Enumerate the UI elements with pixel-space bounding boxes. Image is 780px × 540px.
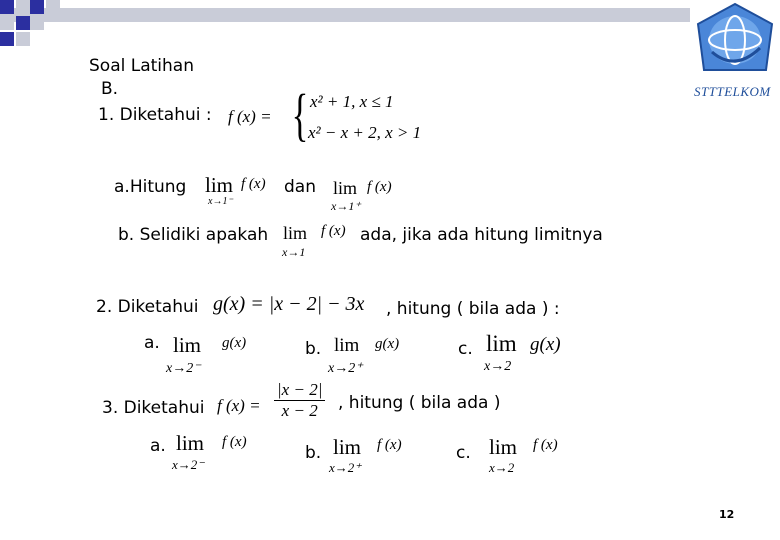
q2a-sub: x→2⁻ [166, 361, 201, 376]
page-number: 12 [719, 508, 735, 521]
q1-case2: x² − x + 2, x > 1 [308, 123, 422, 142]
q3c-sub: x→2 [489, 460, 515, 475]
q3c-lim: lim [489, 435, 518, 459]
q1b-lim-sub: x→1 [282, 245, 306, 259]
q1b-label: b. Selidiki apakah [118, 225, 269, 245]
q2b-sub: x→2⁺ [328, 361, 363, 376]
q2-tail: , hitung ( bila ada ) : [386, 299, 560, 319]
decor-square [30, 16, 44, 30]
decor-square [0, 0, 14, 14]
q3-numerator: |x − 2| [274, 380, 325, 401]
logo-text: STTTELKOM [694, 84, 771, 99]
q1a-label: a.Hitung [114, 177, 187, 197]
q3b-label: b. [305, 443, 322, 463]
q2c-sub: x→2 [484, 359, 512, 374]
q2b-fx: g(x) [375, 336, 400, 352]
q3b-lim: lim [333, 435, 362, 459]
q1-f: f (x) = [228, 107, 272, 126]
q1-label: 1. Diketahui : [98, 105, 212, 125]
q3a-sub: x→2⁻ [172, 457, 205, 472]
q3b-fx: f (x) [377, 437, 402, 453]
q2c-label: c. [458, 339, 473, 359]
decor-square [16, 0, 30, 14]
decor-square [0, 16, 14, 30]
q1a-lim1-fx: f (x) [241, 176, 266, 192]
q1a-lim2-fx: f (x) [367, 179, 392, 195]
logo [690, 0, 780, 106]
decor-square [0, 32, 14, 46]
decor-square [46, 0, 60, 14]
q1-brace: { [291, 82, 309, 147]
q1a-lim2: lim [333, 178, 358, 198]
q1b-lim: lim [283, 223, 308, 243]
q1a-lim1-sub: x→1⁻ [208, 196, 233, 207]
q2a-label: a. [144, 333, 160, 353]
q2-g: g(x) = |x − 2| − 3x [213, 293, 365, 315]
q2b-lim: lim [334, 335, 360, 356]
q2c-fx: g(x) [530, 334, 561, 355]
q3b-sub: x→2⁺ [329, 460, 362, 475]
q2c-lim: lim [486, 331, 517, 356]
q1-case1: x² + 1, x ≤ 1 [310, 92, 394, 111]
q3a-label: a. [150, 436, 166, 456]
top-decor-bar [0, 8, 690, 22]
q3-denominator: x − 2 [281, 401, 318, 420]
globe-logo-icon [690, 0, 780, 86]
q2a-lim: lim [173, 333, 202, 357]
decor-square [30, 0, 44, 14]
q1a-lim2-sub: x→1⁺ [331, 199, 361, 213]
q1a-and: dan [284, 177, 316, 197]
q1b-tail: ada, jika ada hitung limitnya [360, 225, 603, 245]
heading-title: Soal Latihan [89, 56, 194, 76]
q3-tail: , hitung ( bila ada ) [338, 393, 501, 413]
heading-section: B. [101, 79, 119, 99]
q3a-lim: lim [176, 431, 205, 455]
decor-square [16, 16, 30, 30]
q2-label: 2. Diketahui [96, 297, 199, 317]
q3a-fx: f (x) [222, 434, 247, 450]
q1a-lim1: lim [205, 173, 234, 197]
q3-f: f (x) = [217, 396, 261, 415]
q3c-label: c. [456, 443, 471, 463]
q3c-fx: f (x) [533, 437, 558, 453]
q2a-fx: g(x) [222, 335, 247, 351]
decor-square [16, 32, 30, 46]
q3-fraction [274, 380, 325, 421]
q1b-lim-fx: f (x) [321, 223, 346, 239]
q3-label: 3. Diketahui [102, 398, 205, 418]
q2b-label: b. [305, 339, 322, 359]
